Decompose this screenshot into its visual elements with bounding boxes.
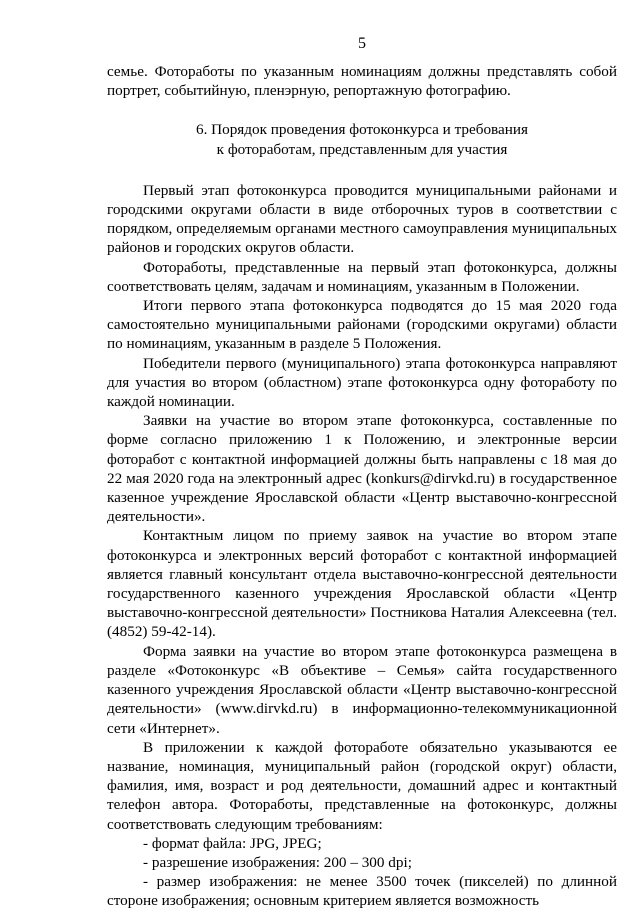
intro-paragraph: семье. Фотоработы по указанным номинациям должны представлять собой портрет, событийную, пленэрную, репортажную фотографию. <box>107 63 617 100</box>
page-number: 5 <box>358 35 366 52</box>
requirement-item-2: - разрешение изображения: 200 – 300 dpi; <box>143 853 412 871</box>
paragraph-8: В приложении к каждой фотоработе обязательно указываются ее название, номинация, муниципальный район (городской округ) области, фамилия, имя, возраст и род деятельности, домашний адрес и контактный телефон автора. Фотоработы, представленные на фотоконкурс, должны соответствовать следующим требованиям: <box>107 738 617 833</box>
section-title-line-1: 6. Порядок проведения фотоконкурса и требования <box>195 121 529 139</box>
paragraph-7: Форма заявки на участие во втором этапе фотоконкурса размещена в разделе «Фотоконкурс «В объективе – Семья» сайта государственного казенного учреждения Ярославской области «Центр выставочно-конгрессной деятельности» (www.dirvkd.ru) в информационно-телекоммуникационной сети «Интернет». <box>107 642 617 737</box>
section-heading <box>107 120 617 158</box>
paragraph-2: Фотоработы, представленные на первый этап фотоконкурса, должны соответствовать целям, задачам и номинациям, указанным в Положении. <box>107 258 617 295</box>
paragraph-1: Первый этап фотоконкурса проводится муниципальными районами и городскими округами области в виде отборочных туров в соответствии с порядком, определяемым органами местного самоуправления муниципальных районов и городских округов области. <box>107 181 617 257</box>
paragraph-4: Победители первого (муниципального) этапа фотоконкурса направляют для участия во втором (областном) этапе фотоконкурса одну фотоработу по каждой номинации. <box>107 354 617 411</box>
requirement-item-1: - формат файла: JPG, JPEG; <box>143 834 322 852</box>
requirement-item-3: - размер изображения: не менее 3500 точек (пикселей) по длинной стороне изображения; основным критерием является возможность <box>107 873 617 910</box>
paragraph-5: Заявки на участие во втором этапе фотоконкурса, составленные по форме согласно приложению 1 к Положению, и электронные версии фоторабот с контактной информацией должны быть направлены с 18 мая до 22 мая 2020 года на электронный адрес (konkurs@dirvkd.ru) в государственное казенное учреждение Ярославской области «Центр выставочно-конгрессной деятельности». <box>107 412 617 526</box>
paragraph-3: Итоги первого этапа фотоконкурса подводятся до 15 мая 2020 года самостоятельно муниципальными районами (городскими округами) области по номинациям, указанным в разделе 5 Положения. <box>107 297 617 353</box>
document-page <box>107 34 617 911</box>
paragraph-6: Контактным лицом по приему заявок на участие во втором этапе фотоконкурса и электронных версий фоторабот с контактной информацией является главный консультант отдела выставочно-конгрессной деятельности государственного казенного учреждения Ярославской области «Центр выставочно-конгрессной деятельности» Постникова Наталия Алексеевна (тел. (4852) 59-42-14). <box>107 527 617 641</box>
section-title-line-2: к фотоработам, представленным для участия <box>216 140 508 158</box>
